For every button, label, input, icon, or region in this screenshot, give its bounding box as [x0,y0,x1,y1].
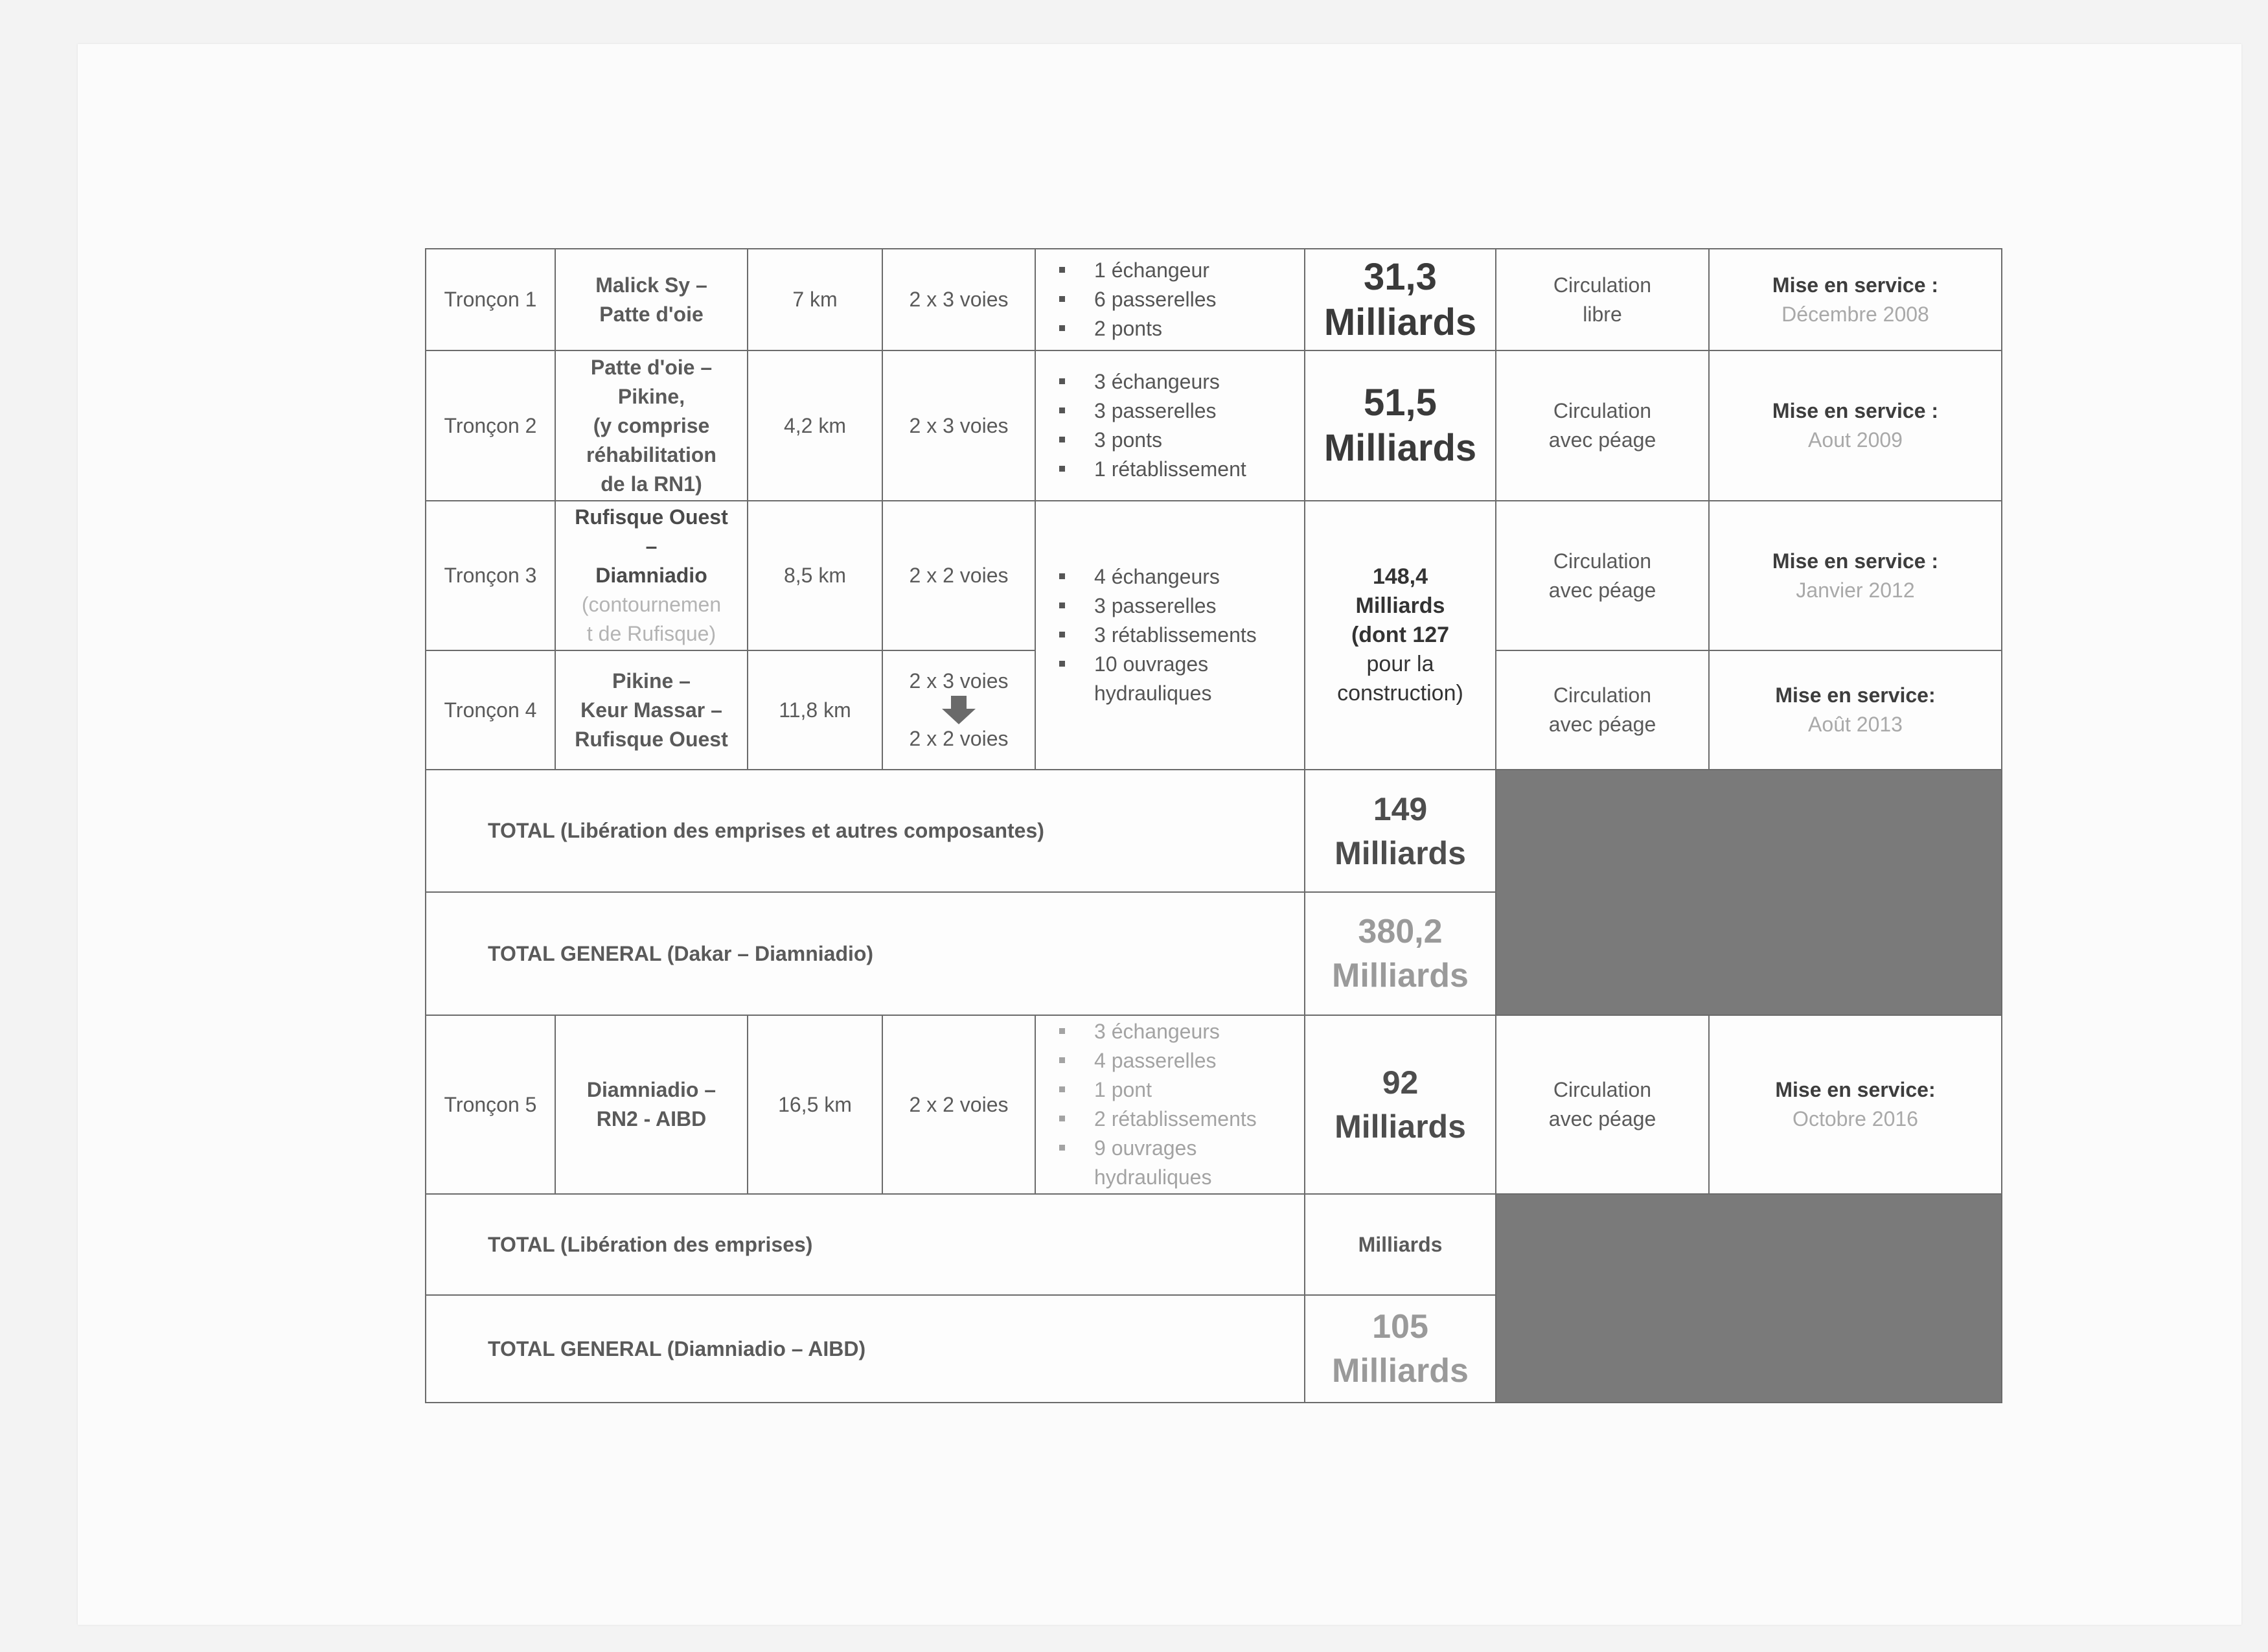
general-total-label: TOTAL GENERAL (Dakar – Diamniadio) [426,892,1305,1015]
table-row-troncon-1 [426,249,2002,350]
list-item: 3 passerelles [1049,396,1298,426]
route-cell: Malick Sy – Patte d'oie [555,249,748,350]
general-total-label: TOTAL GENERAL (Diamniadio – AIBD) [426,1295,1305,1403]
list-item: 10 ouvrages hydrauliques [1049,650,1298,708]
list-item: 3 rétablissements [1049,621,1298,650]
list-item: 2 rétablissements [1049,1105,1298,1134]
list-item: 1 rétablissement [1049,455,1298,484]
service-cell: Mise en service : Janvier 2012 [1709,501,2002,650]
service-cell: Mise en service: Août 2013 [1709,650,2002,770]
list-item: 3 échangeurs [1049,1017,1298,1046]
amount-cell: 31,3 Milliards [1305,249,1496,350]
service-cell: Mise en service: Octobre 2016 [1709,1015,2002,1194]
dark-fill-cell [1496,770,2002,1015]
lanes-cell: 2 x 3 voies 2 x 2 voies [882,650,1035,770]
route-cell: Pikine – Keur Massar – Rufisque Ouest [555,650,748,770]
length-cell: 7 km [748,249,882,350]
autoroute-table [425,248,2002,1403]
list-item: 1 échangeur [1049,256,1298,285]
table-row-total-1 [426,770,2002,892]
works-cell [1035,1015,1305,1194]
works-cell [1035,249,1305,350]
service-cell: Mise en service : Aout 2009 [1709,350,2002,501]
lanes-cell: 2 x 3 voies [882,249,1035,350]
route-cell: Diamniadio – RN2 - AIBD [555,1015,748,1194]
circulation-cell: Circulation avec péage [1496,350,1709,501]
troncon-cell: Tronçon 4 [426,650,555,770]
circulation-cell: Circulation avec péage [1496,501,1709,650]
works-cell-shared [1035,501,1305,770]
length-cell: 16,5 km [748,1015,882,1194]
table-row-troncon-2 [426,350,2002,501]
list-item: 3 ponts [1049,426,1298,455]
list-item: 4 échangeurs [1049,562,1298,591]
total-amount: 149 Milliards [1305,770,1496,892]
total-label: TOTAL (Libération des emprises et autres composantes) [426,770,1305,892]
arrow-down-icon [939,696,978,724]
troncon-cell: Tronçon 5 [426,1015,555,1194]
table-row-total-2 [426,1194,2002,1295]
list-item: 1 pont [1049,1075,1298,1105]
lanes-cell: 2 x 3 voies [882,350,1035,501]
lanes-cell: 2 x 2 voies [882,1015,1035,1194]
total-label: TOTAL (Libération des emprises) [426,1194,1305,1295]
list-item: 9 ouvrages hydrauliques [1049,1134,1298,1192]
amount-cell-shared: 148,4 Milliards (dont 127 pour la construction) [1305,501,1496,770]
list-item: 3 échangeurs [1049,367,1298,396]
list-item: 4 passerelles [1049,1046,1298,1075]
lanes-cell: 2 x 2 voies [882,501,1035,650]
list-item: 6 passerelles [1049,285,1298,314]
troncon-cell: Tronçon 3 [426,501,555,650]
dark-fill-cell [1496,1194,2002,1403]
amount-cell: 92 Milliards [1305,1015,1496,1194]
circulation-cell: Circulation avec péage [1496,1015,1709,1194]
amount-cell: 51,5 Milliards [1305,350,1496,501]
circulation-cell: Circulation avec péage [1496,650,1709,770]
general-total-amount: 105 Milliards [1305,1295,1496,1403]
table-row-troncon-5 [426,1015,2002,1194]
list-item: 2 ponts [1049,314,1298,343]
route-cell: Patte d'oie – Pikine, (y comprise réhabilitation de la RN1) [555,350,748,501]
works-cell [1035,350,1305,501]
circulation-cell: Circulation libre [1496,249,1709,350]
service-cell: Mise en service : Décembre 2008 [1709,249,2002,350]
troncon-cell: Tronçon 1 [426,249,555,350]
length-cell: 11,8 km [748,650,882,770]
route-cell: Rufisque Ouest – Diamniadio (contournemen t de Rufisque) [555,501,748,650]
length-cell: 4,2 km [748,350,882,501]
general-total-amount: 380,2 Milliards [1305,892,1496,1015]
total-amount: Milliards [1305,1194,1496,1295]
table-row-troncon-3 [426,501,2002,650]
length-cell: 8,5 km [748,501,882,650]
list-item: 3 passerelles [1049,591,1298,621]
troncon-cell: Tronçon 2 [426,350,555,501]
